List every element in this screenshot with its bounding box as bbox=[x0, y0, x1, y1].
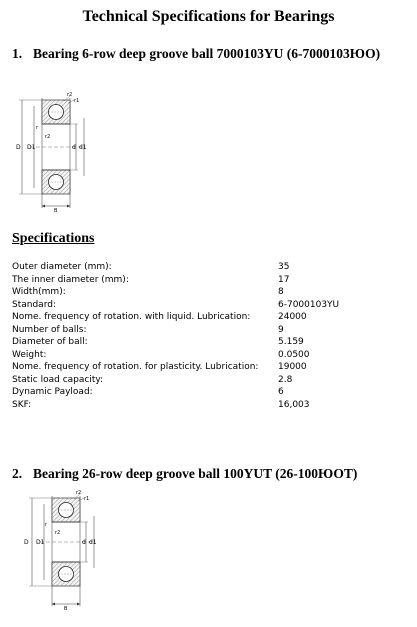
section-1-number: 1. bbox=[12, 46, 23, 61]
spec-value: 6 bbox=[278, 387, 284, 397]
spec-value: 19000 bbox=[278, 362, 307, 372]
label-d1: d1 bbox=[89, 539, 97, 546]
label-r2-inner: r2 bbox=[45, 134, 51, 140]
label-B: B bbox=[54, 208, 58, 214]
section-2-title: Bearing 26-row deep groove ball 100YUT (26-100ЮОТ) bbox=[33, 466, 358, 481]
label-D: D bbox=[16, 144, 21, 151]
spec-label: Static load capacity: bbox=[12, 374, 104, 385]
spec-value: 8 bbox=[278, 287, 284, 297]
spec-label: Diameter of ball: bbox=[12, 337, 88, 347]
label-r: r bbox=[36, 125, 39, 131]
spec-label: Standard: bbox=[12, 299, 56, 310]
spec-label: Weight: bbox=[12, 349, 47, 360]
label-r1: r1 bbox=[84, 496, 90, 502]
bearing-diagram-2 bbox=[12, 490, 104, 612]
spec-row bbox=[12, 274, 412, 287]
label-D: D bbox=[24, 539, 29, 546]
spec-value: 16,003 bbox=[278, 399, 310, 410]
spec-row bbox=[12, 386, 412, 399]
spec-row bbox=[12, 336, 412, 349]
spec-label: Number of balls: bbox=[12, 324, 87, 335]
spec-row bbox=[12, 324, 412, 337]
section-2-number: 2. bbox=[12, 466, 23, 481]
spec-row bbox=[12, 311, 412, 324]
spec-value: 6-7000103YU bbox=[278, 299, 340, 310]
spec-label: The inner diameter (mm): bbox=[12, 274, 129, 285]
spec-row bbox=[12, 374, 412, 387]
spec-row bbox=[12, 299, 412, 312]
label-r1: r1 bbox=[74, 98, 80, 104]
spec-label: Nome. frequency of rotation. with liquid. Lubrication: bbox=[12, 312, 251, 322]
label-r2: r2 bbox=[67, 92, 73, 98]
spec-label: Dynamic Payload: bbox=[12, 387, 93, 397]
section-2-heading bbox=[12, 466, 357, 482]
label-B: B bbox=[64, 606, 68, 612]
bearing-drawing bbox=[29, 494, 94, 606]
label-d: d bbox=[72, 144, 76, 151]
label-D1: D1 bbox=[27, 144, 36, 151]
spec-row bbox=[12, 349, 412, 362]
label-r: r bbox=[45, 522, 48, 528]
spec-label: Outer diameter (mm): bbox=[12, 262, 112, 272]
section-1-title: Bearing 6-row deep groove ball 7000103YU (6-7000103ЮО) bbox=[33, 46, 381, 61]
specifications-table bbox=[12, 261, 412, 411]
label-d1: d1 bbox=[79, 144, 87, 151]
spec-row bbox=[12, 399, 412, 412]
spec-row bbox=[12, 361, 412, 374]
bearing-drawing bbox=[19, 96, 84, 208]
bearing-diagram-1 bbox=[12, 92, 104, 214]
spec-value: 35 bbox=[278, 262, 290, 272]
spec-label: SKF: bbox=[12, 399, 32, 410]
spec-value: 24000 bbox=[278, 312, 307, 322]
label-d: d bbox=[82, 539, 86, 546]
spec-row bbox=[12, 286, 412, 299]
spec-label: Width(mm): bbox=[12, 287, 66, 297]
spec-value: 2.8 bbox=[278, 374, 293, 385]
spec-value: 0.0500 bbox=[278, 349, 310, 360]
label-r2: r2 bbox=[76, 490, 82, 496]
spec-row bbox=[12, 261, 412, 274]
spec-value: 9 bbox=[278, 324, 284, 335]
spec-label: Nome. frequency of rotation. for plasticity. Lubrication: bbox=[12, 362, 259, 372]
page-title: Technical Specifications for Bearings bbox=[82, 8, 335, 25]
label-D1: D1 bbox=[36, 539, 45, 546]
spec-value: 5.159 bbox=[278, 337, 304, 347]
label-r2-inner: r2 bbox=[55, 530, 61, 536]
section-1-heading bbox=[12, 46, 380, 62]
spec-value: 17 bbox=[278, 274, 290, 285]
specifications-heading: Specifications bbox=[12, 231, 95, 246]
